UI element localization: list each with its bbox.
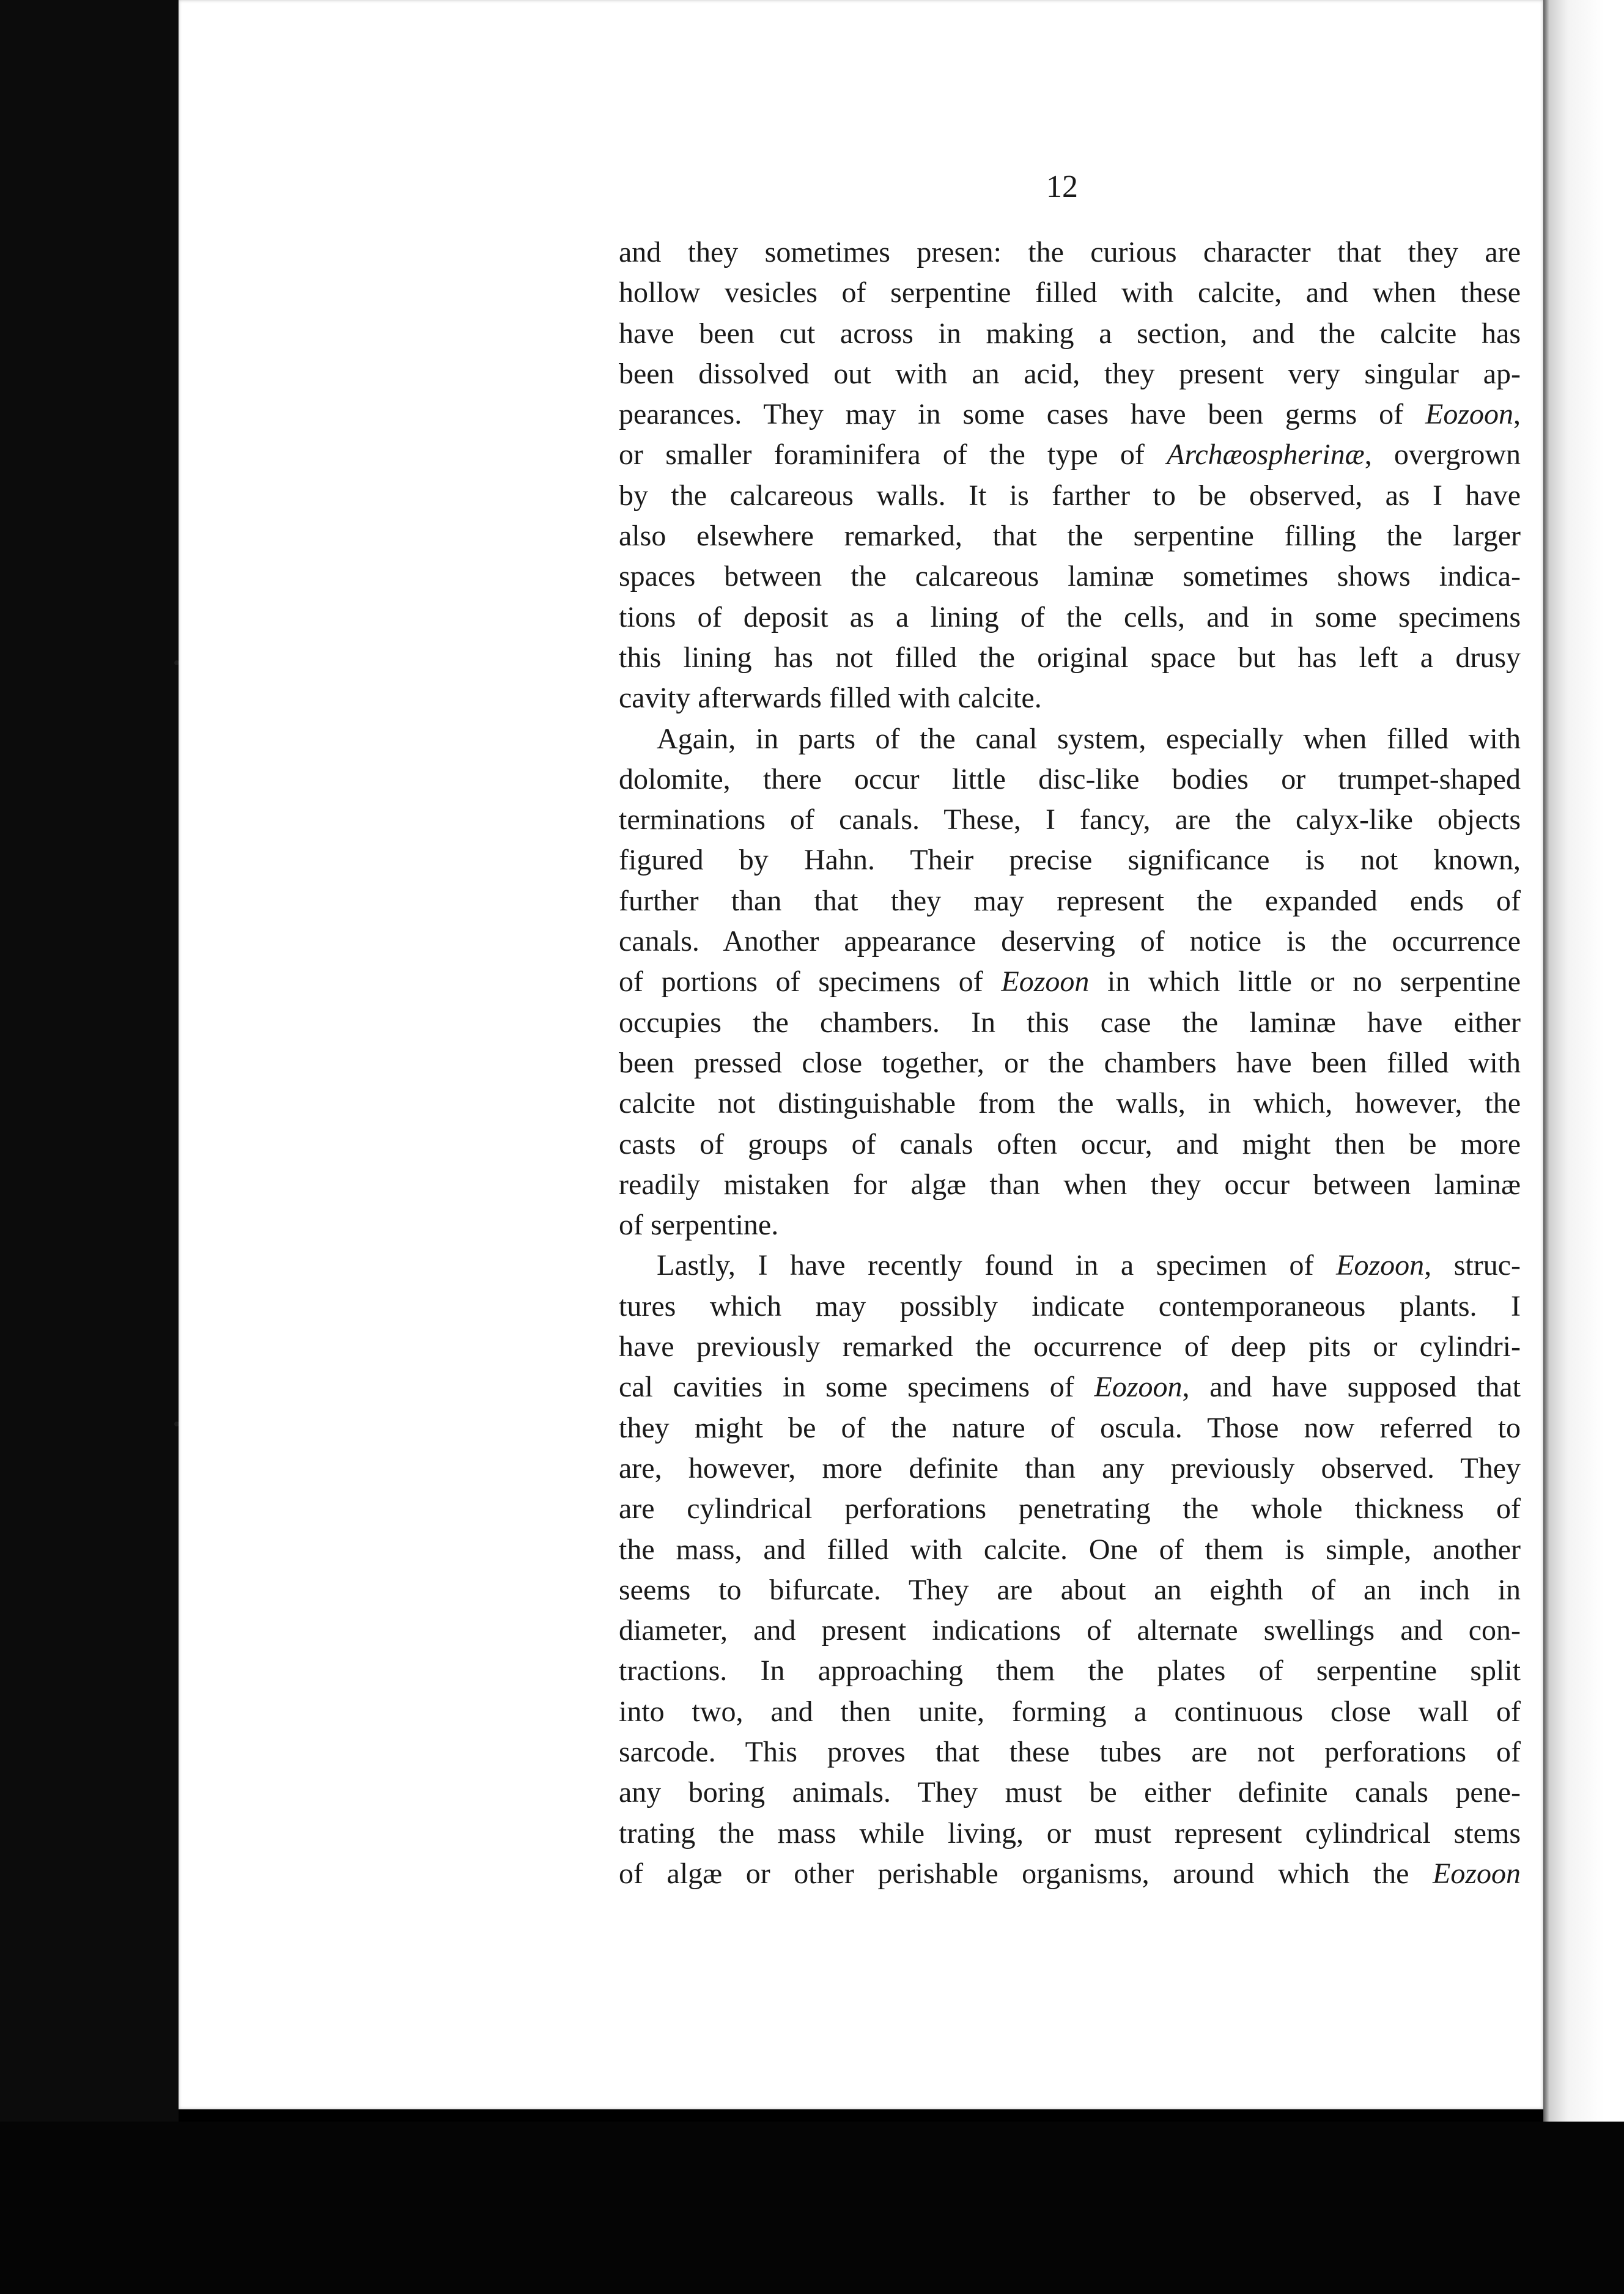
text-line [619,1165,1521,1205]
text-line [619,394,1521,435]
text-segment: , overgrown [1364,438,1521,471]
text-segment: by the calcareous walls. It is farther to be observed, as I have [619,479,1521,512]
text-line [619,759,1521,800]
text-segment: figured by Hahn. Their precise significance is not known, [619,844,1521,877]
text-segment: are cylindrical perforations penetrating the whole thickness of [619,1492,1521,1525]
italic-term: Archæospherinæ [1167,438,1365,471]
scan-bottom-margin [0,2122,1624,2294]
text-line [619,638,1521,678]
text-line [619,1286,1521,1327]
text-segment: of portions of specimens of [619,965,1002,998]
text-segment: , struc- [1424,1249,1521,1282]
text-segment: trating the mass while living, or must represent cylindrical stems [619,1816,1521,1850]
text-line [619,516,1521,556]
text-line [619,962,1521,1002]
text-line [619,800,1521,840]
text-segment: tures which may possibly indicate contemporaneous plants. I [619,1289,1521,1322]
text-segment: canals. Another appearance deserving of notice is the occurrence [619,925,1521,958]
text-segment: calcite not distinguishable from the walls, in which, however, the [619,1087,1521,1120]
text-line [619,1813,1521,1854]
text-line [619,1772,1521,1813]
text-line [619,678,1521,718]
text-line [619,1610,1521,1651]
text-segment: cavity afterwards filled with calcite. [619,682,1042,715]
text-segment: are, however, more definite than any previously observed. They [619,1451,1521,1484]
text-line [619,921,1521,962]
text-line [619,597,1521,638]
text-line [619,232,1521,273]
text-segment: occupies the chambers. In this case the laminæ have either [619,1006,1521,1039]
text-segment: diameter, and present indications of alternate swellings and con- [619,1614,1521,1647]
text-segment: Lastly, I have recently found in a specimen of [657,1249,1337,1282]
text-line [619,1692,1521,1732]
text-segment: , and have supposed that [1182,1371,1521,1404]
italic-term: Eozoon [1425,398,1513,431]
text-line [619,1489,1521,1529]
italic-term: Eozoon [1336,1249,1425,1282]
text-line [619,1570,1521,1610]
text-line [619,354,1521,394]
text-line [619,1732,1521,1772]
text-line [619,1043,1521,1083]
text-segment: , [1513,398,1521,431]
text-segment: the mass, and filled with calcite. One of them is simple, another [619,1533,1521,1566]
text-segment: further than that they may represent the expanded ends of [619,884,1521,917]
text-segment: have been cut across in making a section, and the calcite has [619,317,1521,350]
text-segment: dolomite, there occur little disc-like bodies or trumpet-shaped [619,762,1521,795]
italic-term: Eozoon [1433,1857,1521,1890]
text-segment: this lining has not filled the original space but has left a drusy [619,641,1521,674]
body-text [619,232,1521,1894]
text-segment: been dissolved out with an acid, they present very singular ap- [619,357,1521,390]
text-segment: have previously remarked the occurrence of deep pits or cylindri- [619,1330,1521,1363]
scan-left-margin [0,0,179,2122]
text-line [619,1854,1521,1894]
text-line [619,881,1521,921]
page-edge [1543,0,1624,2122]
text-segment: any boring animals. They must be either definite canals pene- [619,1776,1521,1809]
text-segment: into two, and then unite, forming a continuous close wall of [619,1695,1521,1728]
text-segment: Again, in parts of the canal system, especially when filled with [657,722,1521,755]
text-line [619,1003,1521,1043]
text-segment: been pressed close together, or the chambers have been filled with [619,1046,1521,1079]
text-line [619,1245,1521,1286]
italic-term: Eozoon [1094,1371,1183,1404]
text-segment: cal cavities in some specimens of [619,1371,1094,1404]
text-segment: of algæ or other perishable organisms, around which the [619,1857,1433,1890]
text-segment: pearances. They may in some cases have been germs of [619,398,1425,431]
text-segment: readily mistaken for algæ than when they occur between laminæ [619,1168,1521,1201]
text-line [619,556,1521,597]
text-line [619,435,1521,475]
text-segment: they might be of the nature of oscula. Those now referred to [619,1411,1521,1444]
text-segment: terminations of canals. These, I fancy, are the calyx-like objects [619,803,1521,836]
text-line [619,1205,1521,1245]
text-line [619,1651,1521,1691]
page-number: 12 [1046,169,1078,204]
text-segment: or smaller foraminifera of the type of [619,438,1167,471]
text-segment: hollow vesicles of serpentine filled with calcite, and when these [619,276,1521,309]
text-segment: spaces between the calcareous laminæ sometimes shows indica- [619,560,1521,593]
text-segment: tractions. In approaching them the plates of serpentine split [619,1654,1521,1687]
text-line [619,1327,1521,1367]
text-segment: tions of deposit as a lining of the cells, and in some specimens [619,600,1521,633]
italic-term: Eozoon [1001,965,1090,998]
text-line [619,1124,1521,1165]
text-line [619,1408,1521,1448]
text-line [619,1530,1521,1570]
text-line [619,840,1521,880]
text-segment: seems to bifurcate. They are about an eighth of an inch in [619,1573,1521,1606]
text-segment: also elsewhere remarked, that the serpentine filling the larger [619,520,1521,553]
text-segment: of serpentine. [619,1209,779,1242]
text-segment: and they sometimes presen: the curious character that they are [619,236,1521,268]
text-line [619,719,1521,759]
text-line [619,1367,1521,1407]
text-line [619,314,1521,354]
text-line [619,1083,1521,1124]
text-line [619,273,1521,313]
text-line [619,1448,1521,1489]
text-segment: casts of groups of canals often occur, and might then be more [619,1127,1521,1160]
text-segment: sarcode. This proves that these tubes are not perforations of [619,1735,1521,1768]
text-segment: in which little or no serpentine [1089,965,1521,998]
text-line [619,476,1521,516]
document-page [179,0,1543,2109]
